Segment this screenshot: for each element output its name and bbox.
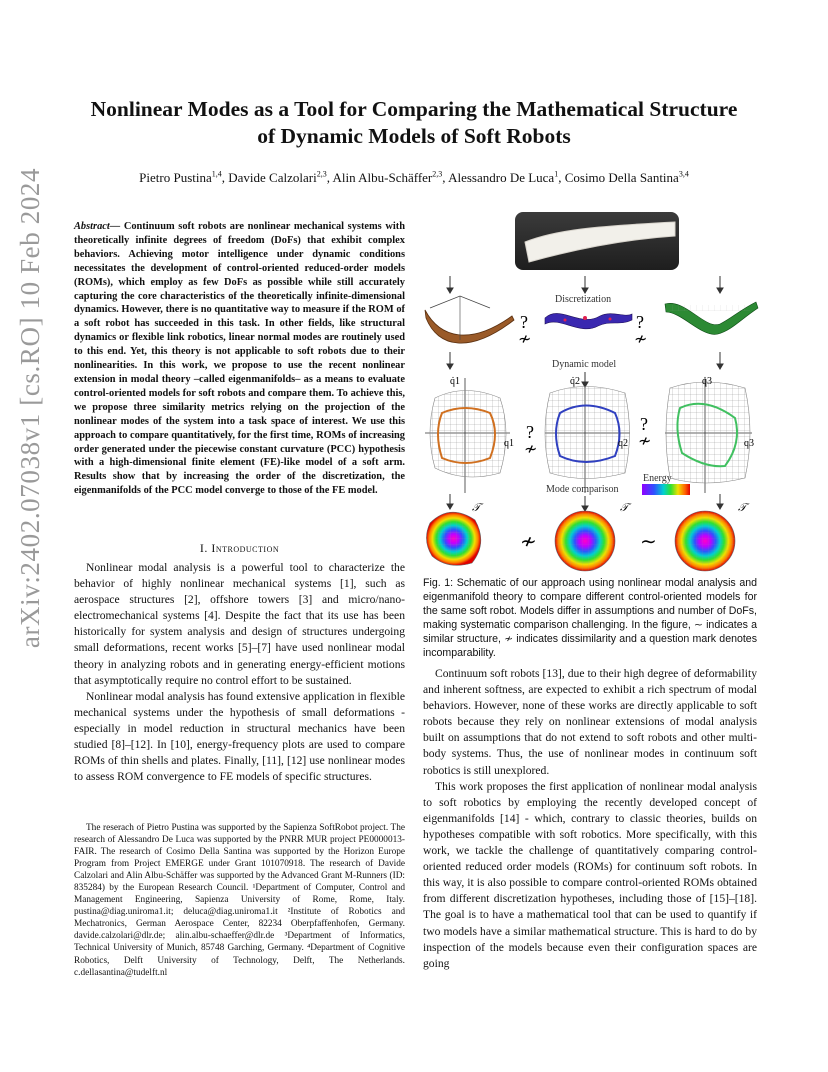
author-list: Pietro Pustina$^{1,4}$, Davide Calzolari$^{2,3}$, Alin Albu-Schäffer$^{2,3}$, Alessandro De Luca$^1$, Cosimo Della Santina$^{3,4}$	[139, 169, 689, 185]
pcc-robot-shape	[425, 296, 514, 343]
paper-title	[60, 96, 768, 150]
body-paragraph: Nonlinear modal analysis has found extensive application in flexible mechanical systems under the hypothesis of small deformations - especially in model reduction in structural mechanics have been studied [8]–[12]. In [10], energy-frequency plots are used to compare ROMs of thin shells and plates. Finally, [11], [12] use nonlinear modes to assess ROM convergence to FE models of specific structures.	[74, 689, 405, 784]
dissimilar-symbol: ≁	[638, 431, 652, 450]
axis-label: q2	[618, 438, 628, 449]
axis-label: q3	[744, 438, 754, 449]
phase-portrait-1	[425, 376, 514, 493]
dissimilar-symbol: ≁	[634, 329, 648, 348]
author: Pietro Pustina$^{1,4}$	[139, 169, 222, 185]
phase-portrait-3	[665, 376, 754, 493]
axis-label: q̇3	[702, 376, 712, 387]
dissimilar-symbol: ≁	[524, 439, 538, 458]
body-paragraph: Continuum soft robots [13], due to their high degree of deformability and inherent softness, are expected to exhibit a rich spectrum of modal behaviors. However, none of these works are directly applicable to soft robots because they rely on nonlinear extensions of modal analysis built on assumptions that do not extend to soft robots and other multi-body systems. Thus, the use of nonlinear modes in continuum soft robotics is still unexplored.	[423, 667, 757, 777]
axis-label: q1	[504, 438, 514, 449]
dissimilar-symbol: ≁	[518, 329, 532, 348]
author: Cosimo Della Santina$^{3,4}$	[564, 169, 689, 185]
section-heading: I. Introduction	[199, 541, 280, 555]
author: Alessandro De Luca$^1$	[448, 169, 559, 185]
energy-map-1	[426, 502, 484, 565]
tau-label: 𝒯	[620, 502, 629, 514]
energy-map-2	[555, 502, 632, 571]
label-dynamic-model: Dynamic model	[552, 359, 617, 370]
author: Alin Albu-Schäffer$^{2,3}$	[332, 169, 443, 185]
abstract-text: Continuum soft robots are nonlinear mechanical systems with theoretically infinite degrees of freedom (DoFs) that exhibit complex behaviors. Achieving motor intelligence under dynamic conditions necessitates the development of control-oriented reduced-order models (ROMs), which employ as few DoFs as possible while still accurately capturing the core characteristics of the theoretically infinite-dimensional dynamics. However, there is no quantitative way to measure if the ROM of a soft robot has succeeded in this task. In other fields, like structural dynamics or flexible link robotics, linear normal modes are routinely used to this end. Yet, this theory is not applicable to soft robots due to their nonlinearities. In this work, we propose to use the recent nonlinear extension in modal theory –called eigenmanifolds– as a means to evaluate control-oriented models for soft robots and compare them. To achieve this, we propose three similarity metrics relying on the projection of the nonlinear modes of the system into a task space of interest. We use this approach to compare quantitatively, for the first time, ROMs of increasing order generated under the piecewise constant curvature (PCC) hypothesis with a high-dimensional finite element (FE)-like model of a soft arm. Results show that by increasing the order of the discretization, the eigenmanifolds of the PCC model converge to those of the FE model.	[74, 221, 405, 497]
dissimilar-symbol: ≁	[520, 529, 537, 553]
axis-label: q̇2	[570, 376, 580, 387]
author: Davide Calzolari$^{2,3}$	[228, 169, 327, 185]
soft-robot-photo	[515, 212, 679, 270]
question-mark: ?	[636, 312, 644, 332]
footnote: The reserach of Pietro Pustina was supported by the Sapienza SoftRobot project. The research of Alessandro De Luca was supported by the PNRR MUR project PE0000013-FAIR. The research of Cosimo Della Santina was supported by the Horizon Europe Program from Project EMERGE under Grant 101070918. The research of Davide Calzolari and Alin Albu-Schäffer was supported by the Advanced Grant M-Runners (ID: 835284) by the European Research Council. ¹Department of Computer, Control and Management Engineering, Sapienza University of Rome, Rome, Italy. pustina@diag.uniroma1.it; deluca@diag.uniroma1.it ²Institute of Robotics and Mechatronics, German Aerospace Center, 82234 Oberpfaffenhofen, Germany. davide.calzolari@dlr.de; alin.albu-schaeffer@dlr.de ³Department of Informatics, Technical University of Munich, 85748 Garching, Germany. ⁴Department of Cognitive Robotics, Delft University of Technology, Delft, The Netherlands. c.dellasantina@tudelft.nl	[74, 823, 405, 978]
fe-robot-shape	[665, 302, 758, 334]
title-line-2: of Dynamic Models of Soft Robots	[257, 124, 571, 148]
label-energy: Energy	[643, 473, 672, 484]
figure-1-schematic	[420, 268, 760, 573]
body-paragraph: Nonlinear modal analysis is a powerful tool to characterize the behavior of highly nonlinear mechanical systems [1], such as aerospace structures [2], offshore towers [3] and micro/nano-electromechanical systems [4]. Despite the fact that its use has been historically for system analysis and design of structures undergoing small deformations, recent works [5]–[7] have used nonlinear modal theory in analyzing robots and in generating energy-efficient motions that asymptotically require no control effort to be sustained.	[74, 561, 405, 687]
title-line-1: Nonlinear Modes as a Tool for Comparing the Mathematical Structure	[90, 97, 738, 121]
label-discretization: Discretization	[555, 294, 612, 305]
question-mark: ?	[520, 312, 528, 332]
tau-label: 𝒯	[472, 502, 481, 514]
left-column-body	[74, 560, 405, 785]
label-mode-comparison: Mode comparison	[546, 484, 619, 495]
right-column-body	[423, 666, 757, 972]
tau-label: 𝒯	[738, 502, 747, 514]
similar-symbol: ∼	[640, 529, 657, 553]
axis-label: q̇1	[450, 376, 460, 387]
body-paragraph: This work proposes the first application of nonlinear modal analysis to soft robotics by employing the recently developed concept of eigenmanifolds [14] - which, contrary to classic theories, builds on hypotheses compatible with soft robotics. More specifically, with this work, we tackle the challenge of quantitatively comparing control-oriented reduced order models (ROMs) for continuum soft robots. In this way, it is also possible to compare control-oriented ROMs obtained from different discretization hypotheses, including those of [15]–[18]. The goal is to have a mathematical tool that can be used to quantify if two models have a similar mathematical structure. This is hard to do by inspection of the models because even their configuration spaces are going	[423, 779, 757, 970]
arrow-icon	[447, 276, 723, 293]
energy-map-3	[675, 502, 750, 571]
mid-robot-shape	[545, 313, 632, 328]
energy-colorbar	[642, 484, 690, 495]
abstract-label: Abstract—	[74, 221, 121, 232]
phase-portrait-2	[545, 376, 630, 493]
arxiv-identifier-stamp: arXiv:2402.07038v1 [cs.RO] 10 Feb 2024	[15, 167, 45, 649]
abstract	[74, 220, 405, 498]
question-mark: ?	[526, 422, 534, 442]
figure-caption: Fig. 1: Schematic of our approach using nonlinear modal analysis and eigenmanifold theory to compare different control-oriented models for the same soft robot. Models differ in assumptions and number of DoFs, making systematic comparison challenging. In the figure, ∼ indicates a similar structure, ≁ indicates dissimilarity and a question mark denotes incomparability.	[423, 577, 757, 659]
question-mark: ?	[640, 414, 648, 434]
